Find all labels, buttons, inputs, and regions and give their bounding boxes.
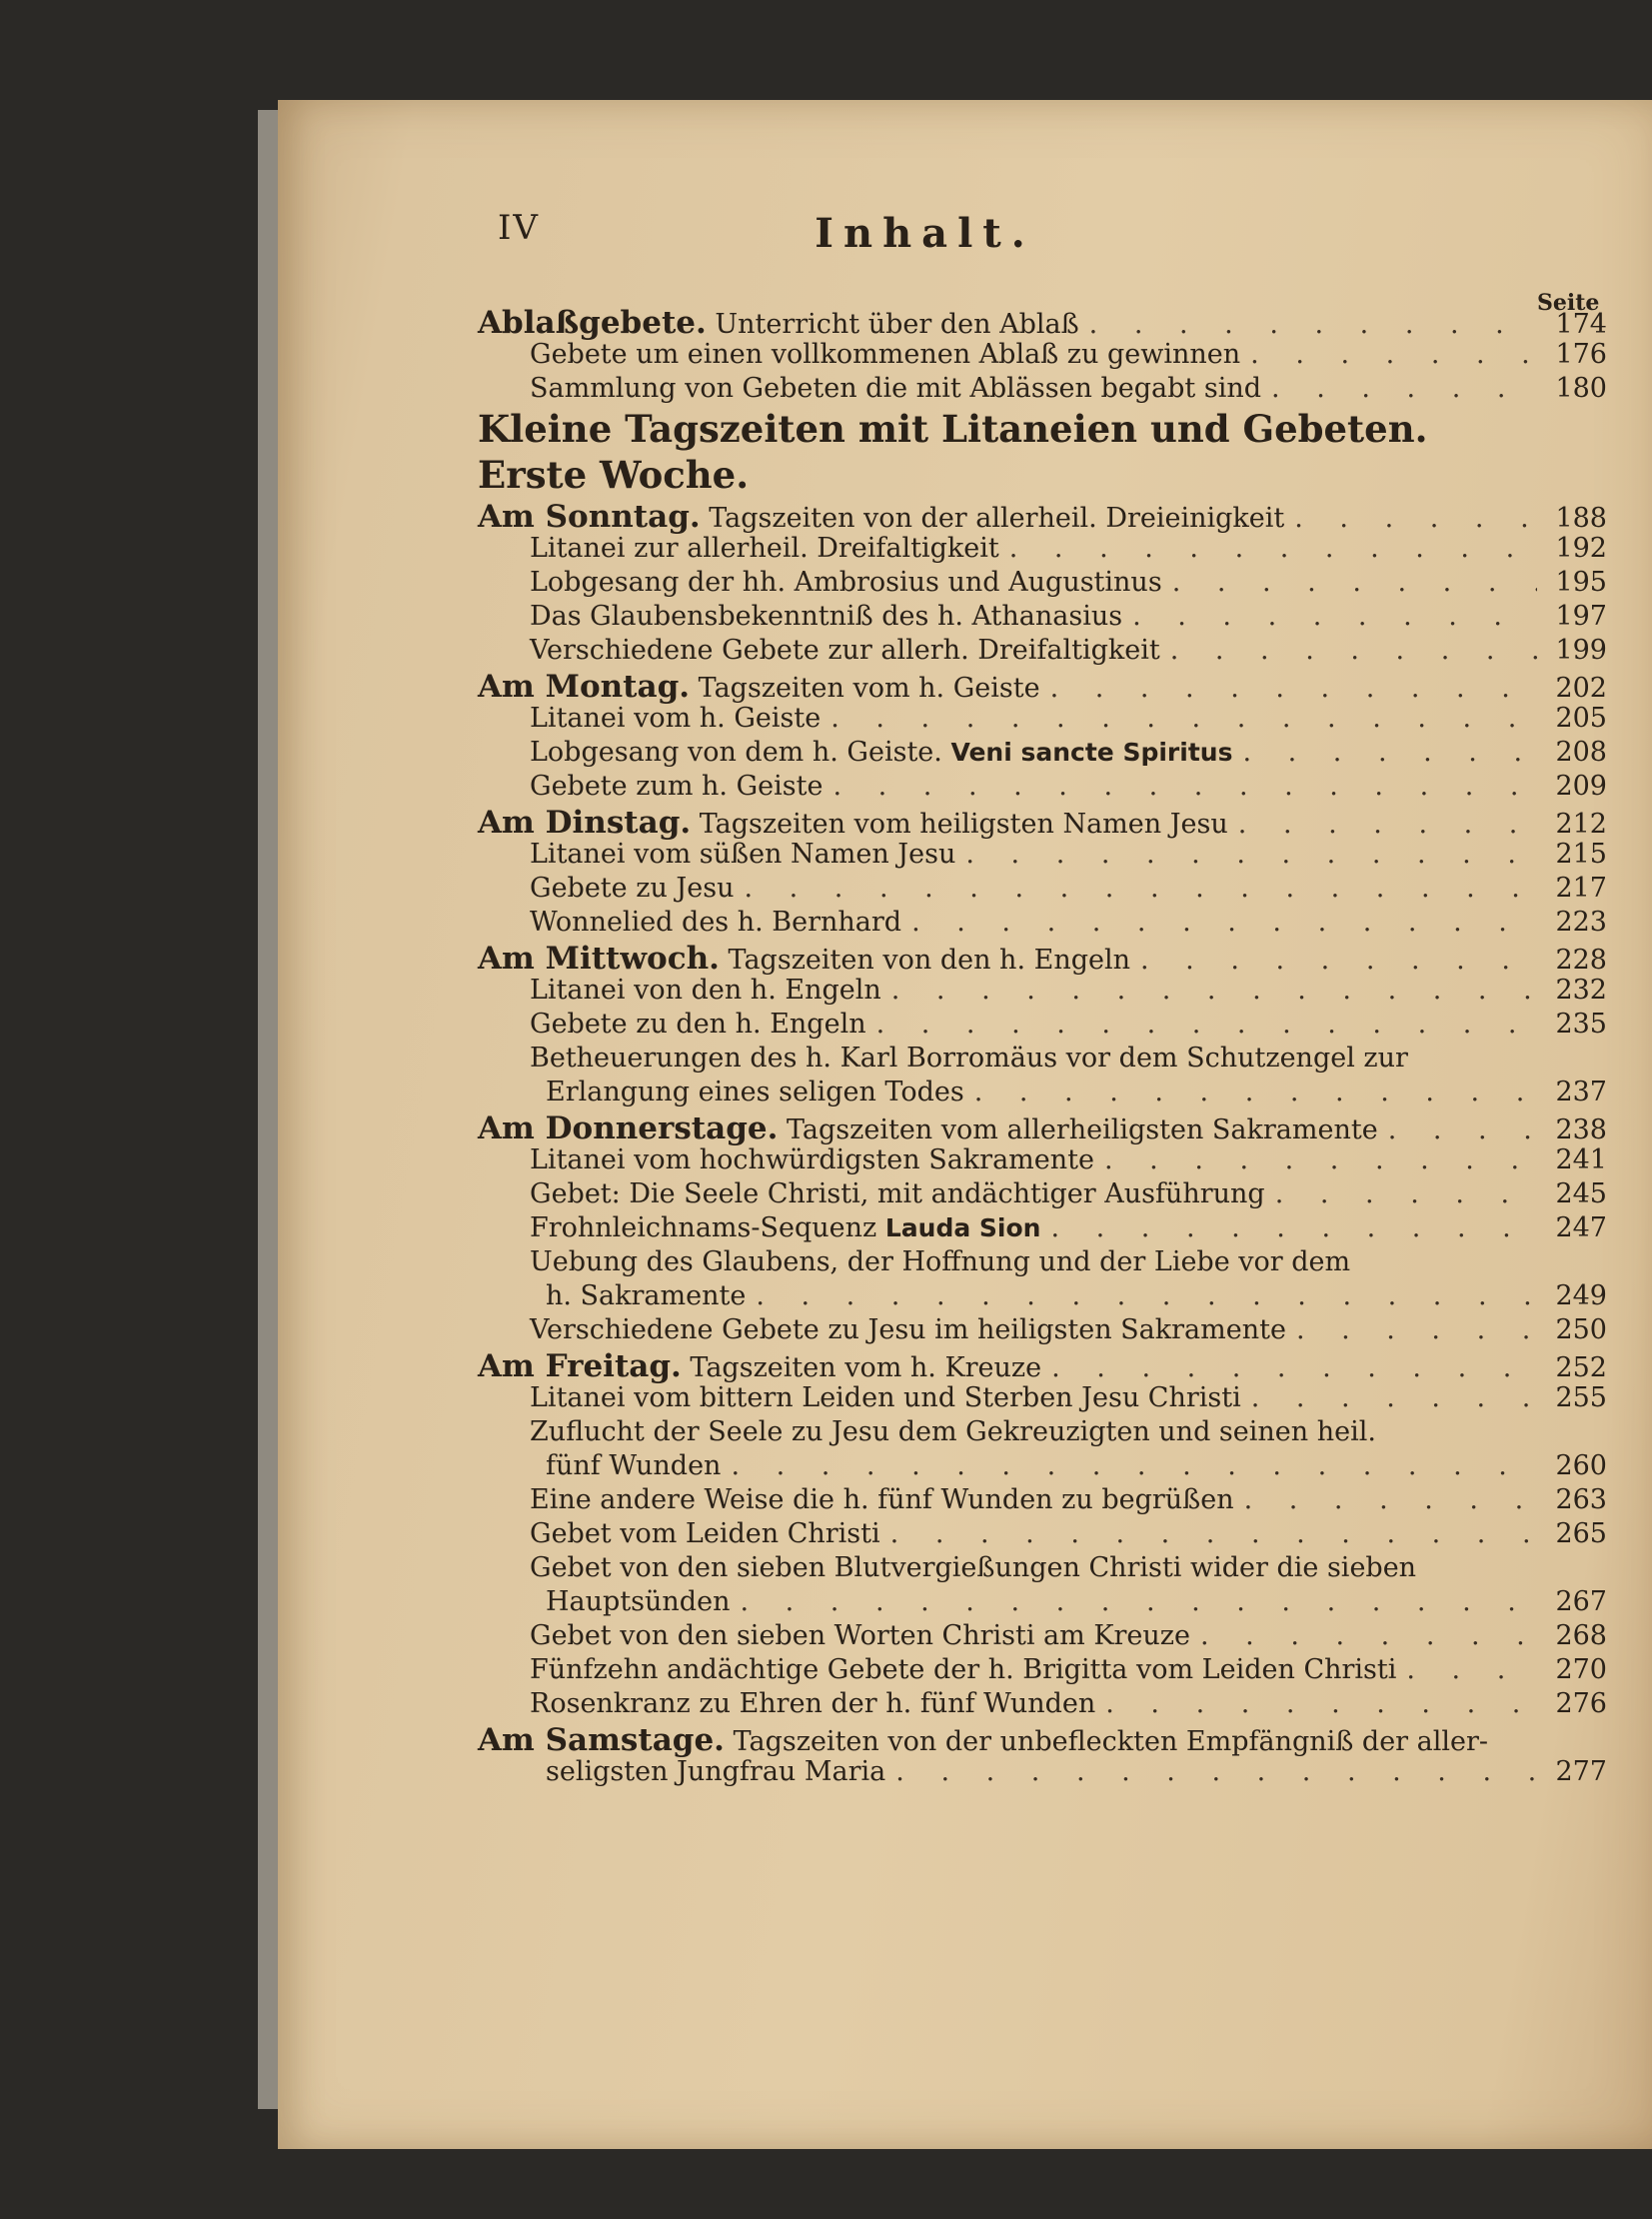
toc-entry-text: [478, 1077, 964, 1108]
toc-entry: [478, 669, 1607, 703]
leader-dots: [895, 1756, 1537, 1787]
toc-title: Sammlung von Gebeten die mit Ablässen begabt sind: [530, 373, 1262, 404]
toc-title: Das Glaubensbekenntniß des h. Athanasius: [530, 601, 1123, 632]
leader-dots: [832, 771, 1537, 802]
toc-page-number: 270: [1555, 1654, 1607, 1685]
toc-title: Lobgesang der hh. Ambrosius und Augustinus: [530, 567, 1162, 598]
toc-section-label: Am Samstage.: [478, 1722, 725, 1758]
toc-entry-text: [478, 1484, 1234, 1515]
toc-entry: [478, 499, 1607, 533]
page-column-label: Seite: [1537, 290, 1600, 316]
toc-page-number: 255: [1555, 1382, 1607, 1413]
toc-page-number: 250: [1555, 1314, 1607, 1345]
toc-section-label: Am Dinstag.: [478, 805, 692, 841]
toc-entry: [478, 339, 1607, 373]
toc-entry: [478, 1722, 1607, 1756]
toc-entry: [478, 1348, 1607, 1382]
toc-title: h. Sakramente: [546, 1280, 747, 1311]
toc-heading: Erste Woche.: [478, 453, 750, 497]
toc-entry: [478, 1416, 1607, 1450]
toc-title: Zuflucht der Seele zu Jesu dem Gekreuzigten und seinen heil.: [530, 1416, 1376, 1447]
toc-entry: [478, 533, 1607, 567]
toc-entry: [478, 805, 1607, 839]
toc-entry-text: [478, 975, 881, 1006]
toc-entry: [478, 839, 1607, 873]
toc-page-number: 265: [1555, 1518, 1607, 1549]
toc-page-number: 208: [1555, 737, 1607, 768]
toc-entry-text: [478, 1280, 746, 1311]
toc-title: Litanei vom bittern Leiden und Sterben Jesu Christi: [530, 1382, 1241, 1413]
toc-page-number: 195: [1555, 567, 1607, 598]
toc-page-number: 188: [1555, 503, 1607, 534]
leader-dots: [1242, 737, 1537, 768]
toc-entry-text: [478, 771, 823, 802]
toc-title: Rosenkranz zu Ehren der h. fünf Wunden: [530, 1688, 1096, 1719]
toc-entry-text: [478, 1144, 1094, 1175]
toc-entry: [478, 601, 1607, 635]
toc-page-number: 212: [1555, 809, 1607, 840]
toc-entry: [478, 305, 1607, 339]
toc-title: Frohnleichnams-Sequenz: [530, 1212, 877, 1243]
toc-entry: [478, 1552, 1607, 1586]
leader-dots: [1170, 635, 1537, 666]
leader-dots: [891, 975, 1537, 1006]
toc-page-number: 268: [1555, 1620, 1607, 1651]
toc-title: Gebete um einen vollkommenen Ablaß zu gewinnen: [530, 339, 1241, 370]
toc-page-number: 180: [1555, 373, 1607, 404]
toc-page-number: 197: [1555, 601, 1607, 632]
toc-entry: [478, 1077, 1607, 1110]
toc-entry-text: [478, 805, 1228, 841]
toc-entry: [478, 1620, 1607, 1654]
toc-entry: [478, 1212, 1607, 1246]
leader-dots: [1296, 1314, 1537, 1345]
leader-dots: [740, 1586, 1537, 1617]
page-title: Inhalt.: [815, 210, 1035, 257]
leader-dots: [974, 1077, 1537, 1108]
toc-title: Tagszeiten von der allerheil. Dreieinigkeit: [709, 503, 1285, 534]
toc-entry: [478, 1043, 1607, 1077]
toc-title: Tagszeiten vom h. Geiste: [698, 673, 1040, 704]
toc-entry: [478, 1314, 1607, 1348]
toc-entry-text: [478, 1314, 1286, 1345]
toc-entry: [478, 567, 1607, 601]
toc-entry-text: [478, 1552, 1416, 1583]
toc-page-number: 263: [1555, 1484, 1607, 1515]
leader-dots: [1294, 503, 1537, 534]
toc-entry-text: [478, 499, 1284, 535]
leader-dots: [731, 1450, 1537, 1481]
toc-title: Unterricht über den Ablaß: [715, 309, 1079, 340]
toc-entry: [478, 1280, 1607, 1314]
leader-dots: [1271, 373, 1537, 404]
leader-dots: [1244, 1484, 1537, 1515]
toc-title: Tagszeiten vom allerheiligsten Sakramente: [786, 1114, 1378, 1145]
leader-dots: [1089, 309, 1537, 340]
toc-title: Verschiedene Gebete zur allerh. Dreifaltigkeit: [530, 635, 1160, 666]
leader-dots: [1238, 809, 1537, 840]
toc-entry: [478, 975, 1607, 1009]
leader-dots: [1050, 1212, 1537, 1243]
toc-entry: [478, 873, 1607, 907]
toc-section-label: Am Donnerstage.: [478, 1110, 779, 1146]
toc-page-number: 174: [1555, 309, 1607, 340]
toc-entry-text: [478, 1009, 866, 1040]
toc-title: Hauptsünden: [546, 1586, 731, 1617]
toc-entry-text: [478, 533, 999, 564]
toc-entry-text: [478, 907, 901, 938]
leader-dots: [1104, 1144, 1537, 1175]
toc-title: Litanei vom süßen Namen Jesu: [530, 839, 956, 870]
toc-entry: [478, 1382, 1607, 1416]
toc-entry-text: [478, 941, 1130, 977]
toc-page-number: 176: [1555, 339, 1607, 370]
toc-entry: [478, 1009, 1607, 1043]
toc-entry-text: [478, 1722, 1488, 1758]
toc-page-number: 241: [1555, 1144, 1607, 1175]
toc-page-number: 209: [1555, 771, 1607, 802]
toc-page-number: 215: [1555, 839, 1607, 870]
toc-entry: [478, 1246, 1607, 1280]
toc-page-number: 260: [1555, 1450, 1607, 1481]
toc-title: Tagszeiten vom heiligsten Namen Jesu: [699, 809, 1228, 840]
toc-title: Gebet von den sieben Blutvergießungen Christi wider die sieben: [530, 1552, 1417, 1583]
toc-entry-text: [478, 339, 1240, 370]
leader-dots: [876, 1009, 1537, 1040]
toc-entry: [478, 407, 1607, 453]
toc-entry-text: [478, 1348, 1041, 1384]
toc-entry-text: [478, 373, 1261, 404]
toc-entry: [478, 703, 1607, 737]
toc-entry: [478, 771, 1607, 805]
leader-dots: [911, 907, 1537, 938]
leader-dots: [1132, 601, 1537, 632]
toc-entry-text: [478, 1654, 1396, 1685]
toc-page-number: 205: [1555, 703, 1607, 734]
toc-page-number: 247: [1555, 1212, 1607, 1243]
toc-title: Gebet: Die Seele Christi, mit andächtiger Ausführung: [530, 1178, 1265, 1209]
toc-title: Litanei zur allerheil. Dreifaltigkeit: [530, 533, 999, 564]
toc-title: Erlangung eines seligen Todes: [546, 1077, 964, 1108]
toc-section-label: Ablaßgebete.: [478, 305, 707, 341]
toc-page-number: 238: [1555, 1114, 1607, 1145]
toc-entry: [478, 635, 1607, 669]
leader-dots: [1051, 1352, 1537, 1383]
toc-entry-text: [478, 1620, 1190, 1651]
toc-entry-text: [478, 305, 1079, 341]
toc-latin-title: Veni sancte Spiritus: [950, 738, 1233, 767]
toc-entry-text: [478, 1586, 730, 1617]
toc-title: Gebete zu Jesu: [530, 873, 735, 904]
toc-entry: [478, 1178, 1607, 1212]
toc-entry: [478, 1450, 1607, 1484]
toc-page-number: 192: [1555, 533, 1607, 564]
leader-dots: [1250, 339, 1537, 370]
toc-page-number: 228: [1555, 945, 1607, 976]
leader-dots: [1172, 567, 1537, 598]
toc-entry-text: [478, 567, 1162, 598]
toc-entry-text: [478, 1450, 721, 1481]
toc-entry-text: [478, 601, 1122, 632]
toc-entry-text: [478, 1382, 1241, 1413]
toc-page-number: 235: [1555, 1009, 1607, 1040]
toc-entry: [478, 1144, 1607, 1178]
toc-title: Litanei vom hochwürdigsten Sakramente: [530, 1144, 1094, 1175]
toc-page-number: 276: [1555, 1688, 1607, 1719]
toc-entry: [478, 1654, 1607, 1688]
toc-section-label: Am Mittwoch.: [478, 941, 720, 977]
leader-dots: [830, 703, 1537, 734]
toc-entry-text: [478, 1043, 1408, 1074]
toc-entry-text: [478, 1246, 1350, 1277]
toc-section-label: Am Freitag.: [478, 1348, 682, 1384]
toc-page-number: 199: [1555, 635, 1607, 666]
toc-entry-text: [478, 1416, 1376, 1447]
toc-page-number: 237: [1555, 1077, 1607, 1108]
toc-title: Eine andere Weise die h. fünf Wunden zu begrüßen: [530, 1484, 1234, 1515]
toc-entry-text: [478, 1518, 880, 1549]
toc-title: Betheuerungen des h. Karl Borromäus vor dem Schutzengel zur: [530, 1043, 1408, 1074]
table-of-contents: [478, 305, 1607, 1790]
toc-entry-text: [478, 839, 955, 870]
toc-entry: [478, 1484, 1607, 1518]
toc-entry-text: [478, 1212, 1040, 1243]
leader-dots: [744, 873, 1537, 904]
toc-page-number: 202: [1555, 673, 1607, 704]
toc-heading: Kleine Tagszeiten mit Litaneien und Gebeten.: [478, 407, 1428, 451]
toc-title: Gebet vom Leiden Christi: [530, 1518, 880, 1549]
toc-entry-text: [478, 737, 1232, 768]
leader-dots: [1275, 1178, 1537, 1209]
leader-dots: [1200, 1620, 1537, 1651]
toc-entry-text: [478, 635, 1160, 666]
toc-page-number: 232: [1555, 975, 1607, 1006]
toc-entry: [478, 1110, 1607, 1144]
toc-title: Gebete zu den h. Engeln: [530, 1009, 866, 1040]
toc-title: Litanei vom h. Geiste: [530, 703, 822, 734]
leader-dots: [890, 1518, 1537, 1549]
toc-entry-text: [478, 1688, 1095, 1719]
toc-entry: [478, 453, 1607, 499]
leader-dots: [756, 1280, 1537, 1311]
toc-title: Lobgesang von dem h. Geiste.: [530, 737, 942, 768]
leader-dots: [1009, 533, 1537, 564]
leader-dots: [1251, 1382, 1537, 1413]
toc-entry: [478, 1688, 1607, 1722]
toc-page-number: 267: [1555, 1586, 1607, 1617]
page-number: IV: [498, 208, 540, 248]
toc-entry: [478, 1756, 1607, 1790]
toc-entry-text: [478, 1110, 1378, 1146]
toc-entry-text: [478, 703, 821, 734]
toc-title: Uebung des Glaubens, der Hoffnung und der Liebe vor dem: [530, 1246, 1351, 1277]
toc-title: Fünfzehn andächtige Gebete der h. Brigitta vom Leiden Christi: [530, 1654, 1397, 1685]
toc-entry-text: [478, 1756, 885, 1787]
toc-page-number: 217: [1555, 873, 1607, 904]
toc-latin-title: Lauda Sion: [884, 1213, 1041, 1242]
toc-entry-text: [478, 873, 734, 904]
toc-entry-text: [478, 669, 1040, 705]
toc-entry: [478, 941, 1607, 975]
leader-dots: [1140, 945, 1537, 976]
leader-dots: [1388, 1114, 1537, 1145]
leader-dots: [1050, 673, 1537, 704]
toc-title: Wonnelied des h. Bernhard: [530, 907, 902, 938]
toc-entry: [478, 373, 1607, 407]
toc-page-number: 249: [1555, 1280, 1607, 1311]
toc-section-label: Am Montag.: [478, 669, 691, 705]
toc-entry: [478, 907, 1607, 941]
leader-dots: [965, 839, 1537, 870]
toc-title: Litanei von den h. Engeln: [530, 975, 881, 1006]
toc-section-label: Am Sonntag.: [478, 499, 701, 535]
toc-page-number: 277: [1555, 1756, 1607, 1787]
toc-page-number: 252: [1555, 1352, 1607, 1383]
toc-title: seligsten Jungfrau Maria: [546, 1756, 886, 1787]
toc-entry: [478, 1586, 1607, 1620]
toc-entry-text: [478, 1178, 1265, 1209]
toc-page-number: 223: [1555, 907, 1607, 938]
toc-title: Tagszeiten von den h. Engeln: [728, 945, 1130, 976]
leader-dots: [1105, 1688, 1537, 1719]
toc-page-number: 245: [1555, 1178, 1607, 1209]
toc-title: Verschiedene Gebete zu Jesu im heiligsten Sakramente: [530, 1314, 1286, 1345]
book-page: [278, 100, 1652, 2149]
toc-title: fünf Wunden: [546, 1450, 722, 1481]
toc-title: Tagszeiten von der unbefleckten Empfängniß der aller-: [733, 1726, 1489, 1757]
toc-entry: [478, 1518, 1607, 1552]
toc-title: Tagszeiten vom h. Kreuze: [690, 1352, 1042, 1383]
toc-entry: [478, 737, 1607, 771]
toc-title: Gebet von den sieben Worten Christi am Kreuze: [530, 1620, 1190, 1651]
toc-title: Gebete zum h. Geiste: [530, 771, 824, 802]
leader-dots: [1406, 1654, 1537, 1685]
